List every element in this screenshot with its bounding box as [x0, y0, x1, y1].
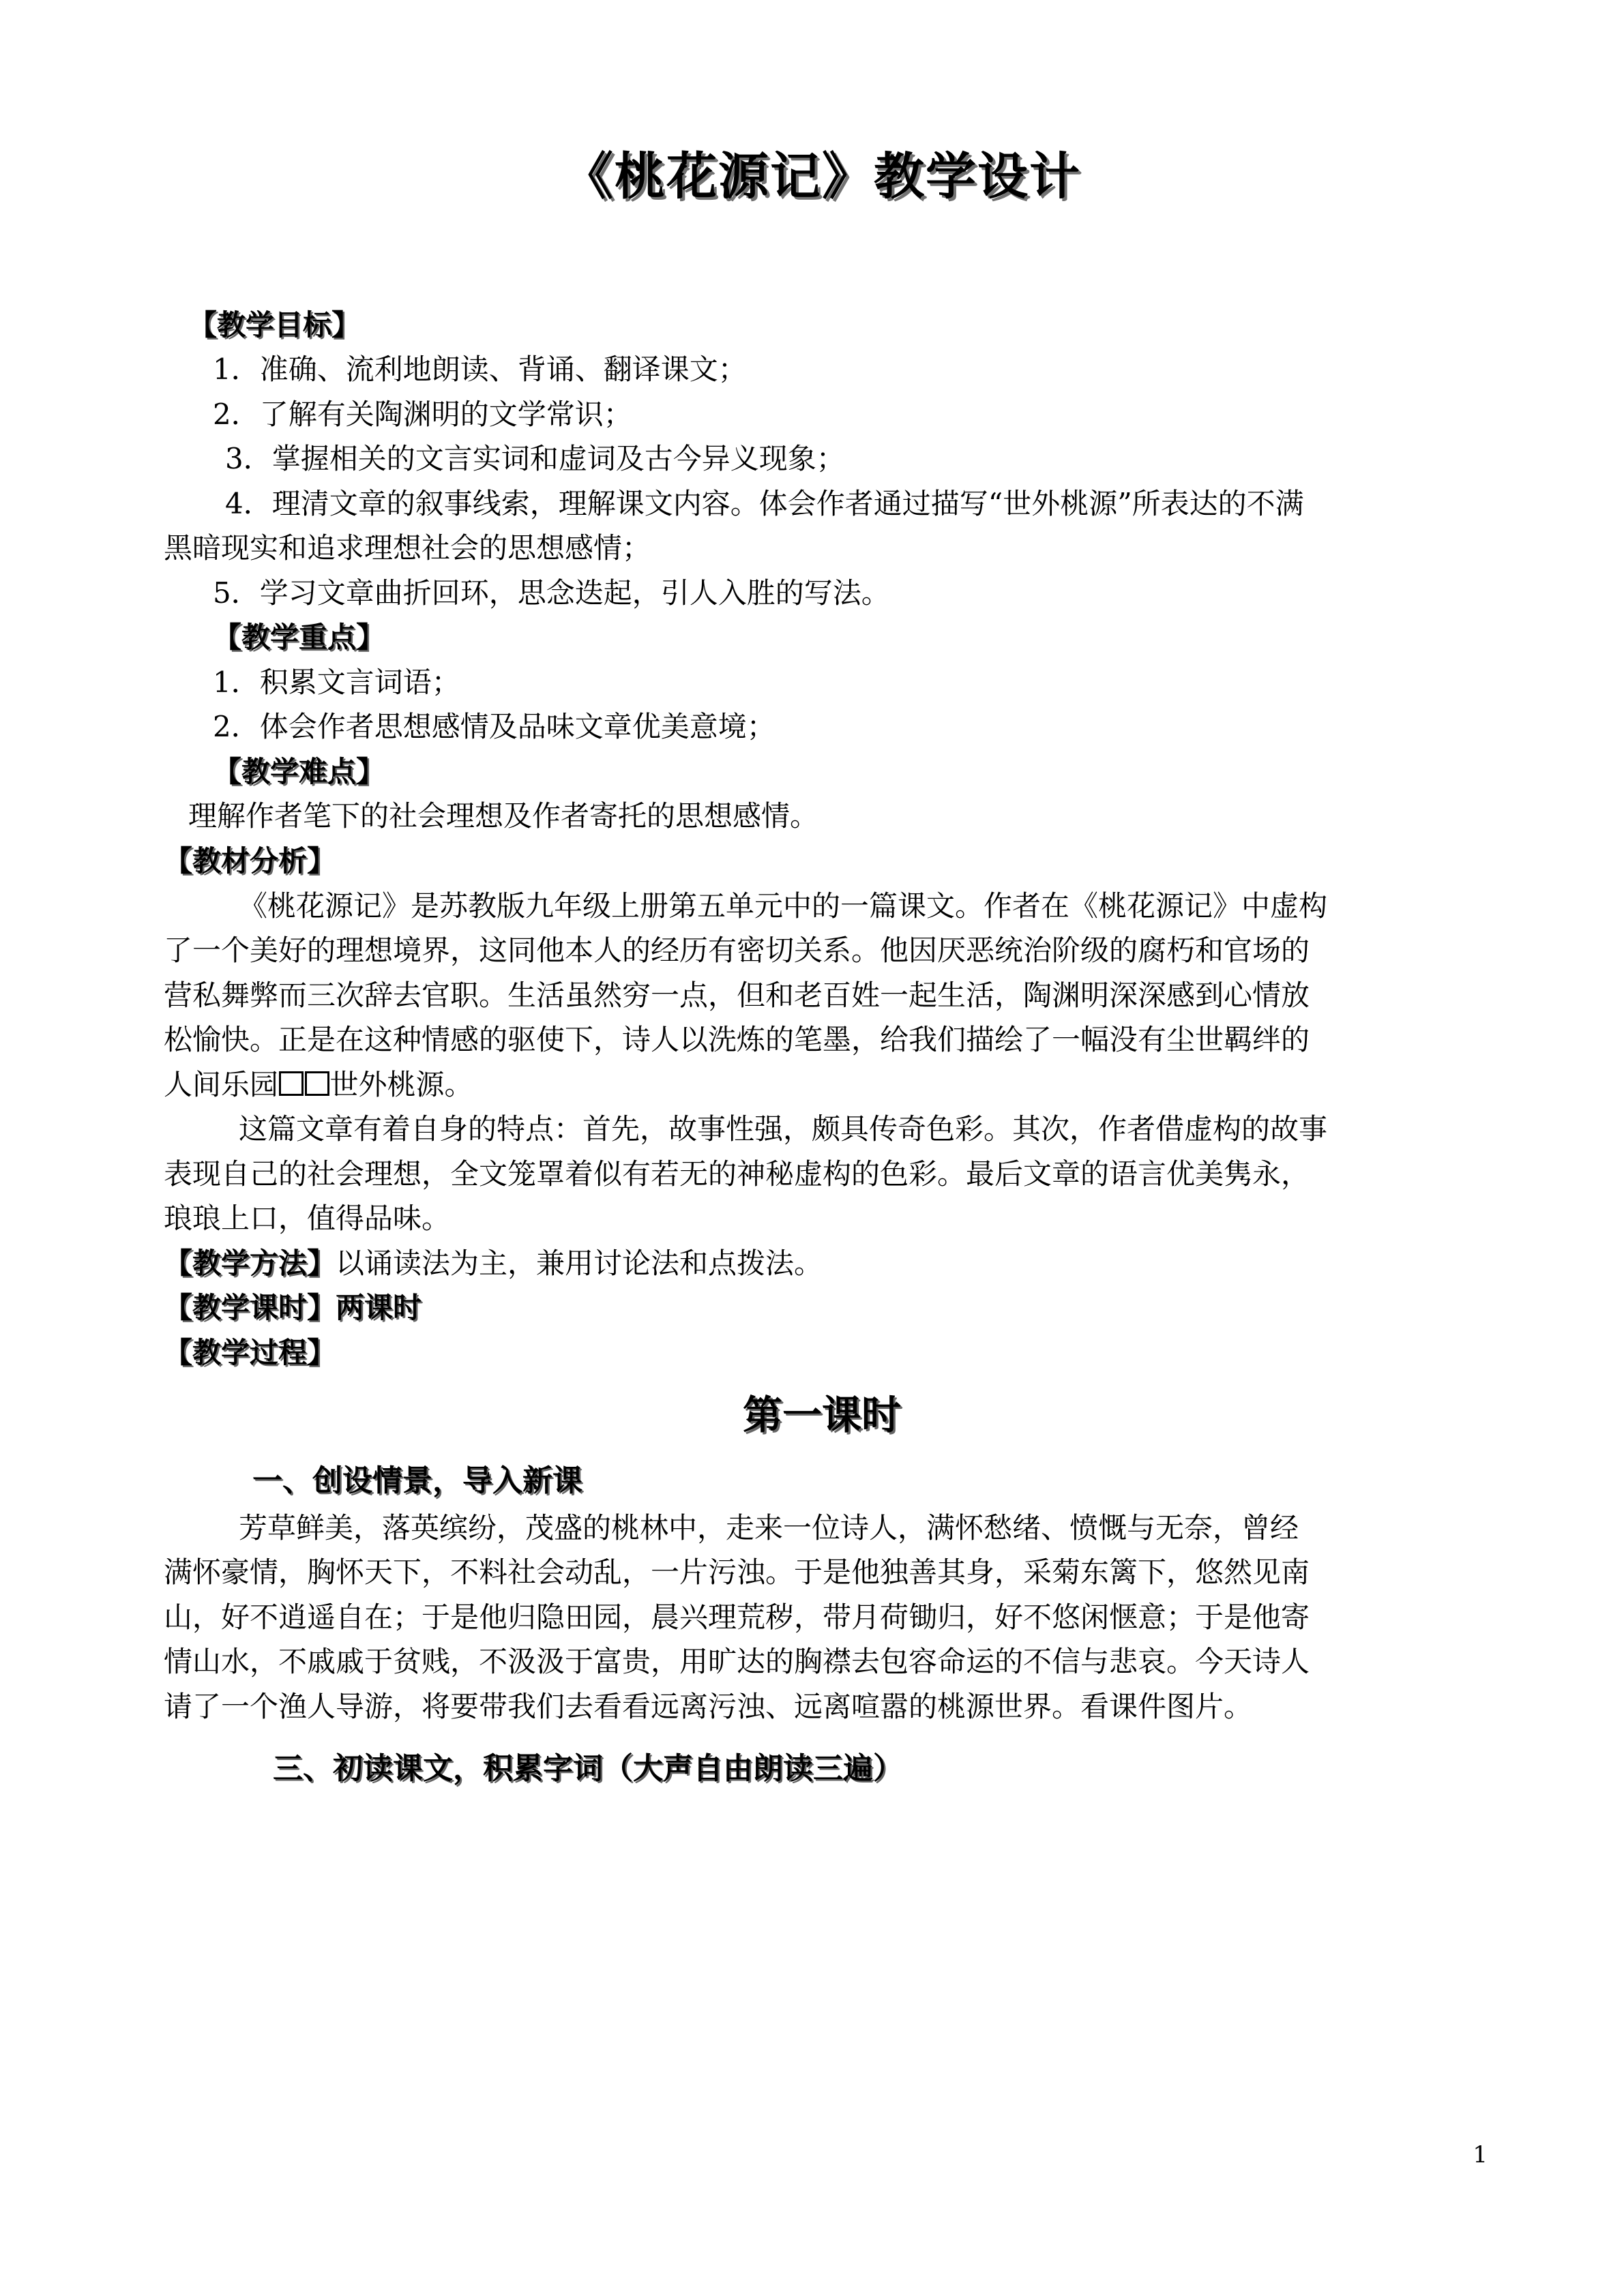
paragraph-line-with-missing-glyphs — [164, 1062, 1480, 1107]
lesson-one-title: 第一课时 — [742, 1392, 901, 1439]
material-analysis-paragraph-2 — [164, 1107, 1480, 1241]
paragraph-line: 《桃花源记》是苏教版九年级上册第五单元中的一篇课文。作者在《桃花源记》中虚构 — [239, 889, 1328, 923]
paragraph-line: 山，好不逍遥自在；于是他归隐田园，晨兴理荒秽，带月荷锄归，好不悠闲惬意；于是他寄 — [164, 1600, 1310, 1634]
section-header-periods: 【教学课时】 — [164, 1291, 336, 1325]
section-header-objectives: 【教学目标】 — [188, 308, 361, 342]
paragraph-line-head: 人间乐园 — [164, 1067, 279, 1101]
missing-glyph-box — [305, 1071, 329, 1096]
objective-item-5: 5．学习文章曲折回环，思念迭起，引人入胜的写法。 — [213, 576, 890, 610]
paragraph-line: 芳草鲜美，落英缤纷，茂盛的桃林中，走来一位诗人，满怀愁绪、愤慨与无奈，曾经 — [239, 1510, 1299, 1545]
step-one-paragraph — [164, 1506, 1480, 1729]
title-spacer — [164, 207, 1480, 303]
section-periods-body: 两课时 — [336, 1291, 422, 1325]
section-periods — [164, 1285, 1480, 1330]
key-point-item-1: 1．积累文言词语； — [213, 665, 460, 699]
page-content — [164, 0, 1480, 1793]
section-header-material-analysis: 【教材分析】 — [164, 844, 336, 878]
objective-item-2: 2．了解有关陶渊明的文学常识； — [213, 397, 632, 431]
section-header-process: 【教学过程】 — [164, 1335, 336, 1369]
key-point-item-2: 2．体会作者思想感情及品味文章优美意境； — [213, 710, 776, 744]
step-three-heading: 三、初读课文，积累字词（大声自由朗读三遍） — [273, 1751, 903, 1787]
section-method-body: 以诵读法为主，兼用讨论法和点拨法。 — [336, 1246, 823, 1280]
difficulties-body: 理解作者笔下的社会理想及作者寄托的思想感情。 — [188, 799, 819, 833]
objective-item-4-cont: 黑暗现实和追求理想社会的思想感情； — [164, 531, 651, 565]
step-one-heading: 一、创设情景，导入新课 — [252, 1463, 582, 1499]
objective-item-4: 4．理清文章的叙事线索，理解课文内容。体会作者通过描写“世外桃源”所表达的不满 — [225, 486, 1304, 520]
paragraph-line: 表现自己的社会理想，全文笼罩着似有若无的神秘虚构的色彩。最后文章的语言优美隽永， — [164, 1157, 1310, 1191]
objective-item-1: 1．准确、流利地朗读、背诵、翻译课文； — [213, 353, 747, 387]
missing-glyph-box — [279, 1071, 304, 1096]
paragraph-line: 营私舞弊而三次辞去官职。生活虽然穷一点，但和老百姓一起生活，陶渊明深深感到心情放 — [164, 978, 1310, 1012]
page-title: 《桃花源记》教学设计 — [563, 147, 1081, 206]
section-header-method: 【教学方法】 — [164, 1246, 336, 1280]
paragraph-line: 这篇文章有着自身的特点：首先，故事性强，颇具传奇色彩。其次，作者借虚构的故事 — [239, 1112, 1328, 1146]
material-analysis-paragraph-1 — [164, 884, 1480, 1107]
paragraph-line: 情山水，不戚戚于贫贱，不汲汲于富贵，用旷达的胸襟去包容命运的不信与悲哀。今天诗人 — [164, 1645, 1310, 1679]
section-header-key-points: 【教学重点】 — [213, 621, 385, 655]
objective-item-3: 3．掌握相关的文言实词和虚词及古今异义现象； — [225, 442, 845, 476]
paragraph-line: 请了一个渔人导游，将要带我们去看看远离污浊、远离喧嚣的桃源世界。看课件图片。 — [164, 1689, 1253, 1723]
paragraph-line: 满怀豪情，胸怀天下，不料社会动乱，一片污浊。于是他独善其身，采菊东篱下，悠然见南 — [164, 1555, 1310, 1590]
paragraph-line: 了一个美好的理想境界，这同他本人的经历有密切关系。他因厌恶统治阶级的腐朽和官场的 — [164, 934, 1310, 968]
paragraph-line-tail: 世外桃源。 — [329, 1067, 473, 1101]
section-header-difficulties: 【教学难点】 — [213, 754, 385, 788]
paragraph-line: 松愉快。正是在这种情感的驱使下，诗人以洗炼的笔墨，给我们描绘了一幅没有尘世羁绊的 — [164, 1023, 1310, 1057]
page-number: 1 — [1473, 2141, 1488, 2168]
section-method — [164, 1241, 1480, 1286]
paragraph-line: 琅琅上口，值得品味。 — [164, 1202, 451, 1236]
